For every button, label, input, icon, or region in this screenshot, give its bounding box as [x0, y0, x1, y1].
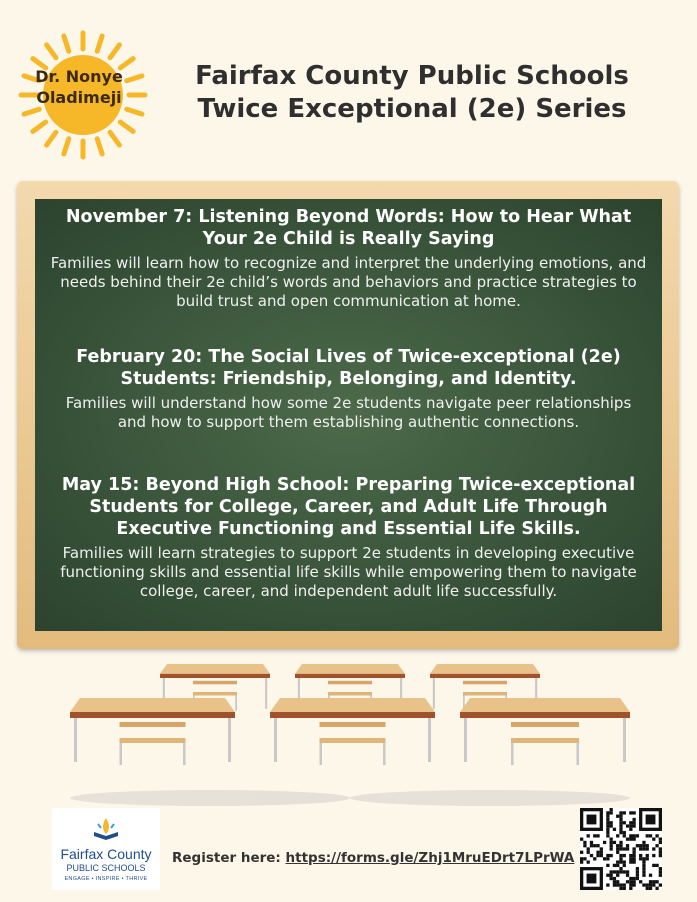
qr-module — [580, 860, 583, 863]
qr-module — [632, 877, 635, 880]
qr-module — [639, 857, 642, 860]
qr-module — [613, 841, 616, 844]
qr-module — [646, 844, 649, 847]
qr-module — [587, 847, 590, 850]
session-february — [50, 346, 647, 432]
qr-module — [613, 880, 616, 883]
qr-module — [629, 880, 632, 883]
qr-module — [652, 838, 655, 841]
qr-module — [649, 883, 652, 886]
qr-module — [610, 811, 613, 814]
qr-module — [606, 831, 609, 834]
qr-module — [616, 815, 619, 818]
qr-module — [639, 854, 642, 857]
qr-module — [646, 834, 649, 837]
qr-module — [583, 841, 586, 844]
qr-module — [626, 880, 629, 883]
qr-module — [616, 874, 619, 877]
qr-module — [659, 874, 662, 877]
qr-module — [600, 847, 603, 850]
qr-module — [659, 883, 662, 886]
qr-module — [629, 854, 632, 857]
qr-module — [606, 854, 609, 857]
qr-module — [590, 844, 593, 847]
qr-module — [655, 834, 658, 837]
qr-module — [619, 821, 622, 824]
qr-module — [636, 877, 639, 880]
qr-module — [632, 811, 635, 814]
qr-module — [593, 857, 596, 860]
qr-module — [623, 854, 626, 857]
qr-module — [623, 831, 626, 834]
qr-module — [610, 844, 613, 847]
qr-module — [652, 847, 655, 850]
sun-ray — [120, 122, 133, 131]
qr-module — [629, 834, 632, 837]
qr-module — [603, 857, 606, 860]
session-description: Families will learn strategies to support 2e students in developing executive functioning skills and essential life skills while empowering them to navigate college, career, and independent adult life successfully. — [60, 544, 637, 600]
qr-module — [619, 867, 622, 870]
qr-module — [632, 883, 635, 886]
session-title: November 7: Listening Beyond Words: How to Hear What Your 2e Child is Really Saying — [65, 207, 632, 249]
qr-module — [629, 821, 632, 824]
qr-module — [619, 841, 622, 844]
qr-module — [632, 860, 635, 863]
qr-module — [636, 867, 639, 870]
qr-module — [596, 844, 599, 847]
qr-module — [642, 883, 645, 886]
qr-module — [603, 841, 606, 844]
qr-module — [606, 818, 609, 821]
sun-ray — [33, 122, 46, 131]
session-description: Families will understand how some 2e students navigate peer relationships and how to support them establishing authentic connections. — [65, 394, 632, 431]
qr-module — [629, 811, 632, 814]
qr-module — [636, 844, 639, 847]
qr-module — [610, 877, 613, 880]
sun-ray — [110, 45, 119, 58]
desk — [460, 698, 630, 765]
qr-module — [623, 821, 626, 824]
sun-ray — [127, 109, 142, 114]
qr-module — [623, 811, 626, 814]
qr-module — [619, 811, 622, 814]
qr-module — [652, 880, 655, 883]
qr-module — [606, 834, 609, 837]
qr-module — [606, 857, 609, 860]
qr-module — [590, 854, 593, 857]
sun-ray — [97, 139, 102, 154]
qr-module — [580, 838, 583, 841]
qr-module — [606, 815, 609, 818]
qr-module — [632, 838, 635, 841]
qr-module — [642, 870, 645, 873]
qr-module — [619, 887, 622, 890]
qr-module — [606, 824, 609, 827]
qr-module — [619, 860, 622, 863]
qr-finder — [587, 815, 597, 825]
qr-module — [629, 860, 632, 863]
qr-module — [610, 821, 613, 824]
qr-module — [616, 851, 619, 854]
session-title: February 20: The Social Lives of Twice-exceptional (2e) Students: Friendship, Belonging, and Identity. — [76, 347, 621, 389]
qr-module — [642, 860, 645, 863]
logo-subtitle: PUBLIC SCHOOLS — [66, 863, 146, 873]
qr-module — [593, 834, 596, 837]
qr-module — [632, 880, 635, 883]
presenter-first-name: Dr. Nonye — [35, 67, 123, 86]
qr-module — [642, 874, 645, 877]
qr-module — [600, 854, 603, 857]
qr-module — [632, 824, 635, 827]
qr-module — [626, 847, 629, 850]
qr-module — [642, 867, 645, 870]
qr-module — [646, 847, 649, 850]
session-november — [50, 206, 647, 311]
qr-module — [606, 828, 609, 831]
qr-module — [629, 883, 632, 886]
register-line — [172, 850, 574, 866]
qr-module — [623, 860, 626, 863]
qr-module — [659, 841, 662, 844]
qr-module — [619, 844, 622, 847]
qr-module — [639, 880, 642, 883]
qr-module — [619, 824, 622, 827]
qr-module — [642, 847, 645, 850]
qr-module — [642, 864, 645, 867]
qr-module — [610, 854, 613, 857]
qr-module — [652, 864, 655, 867]
qr-module — [646, 857, 649, 860]
qr-module — [632, 847, 635, 850]
sun-ray — [24, 109, 39, 114]
qr-module — [619, 828, 622, 831]
qr-module — [623, 834, 626, 837]
qr-module — [629, 838, 632, 841]
qr-module — [616, 883, 619, 886]
qr-module — [659, 867, 662, 870]
qr-module — [606, 811, 609, 814]
qr-module — [629, 877, 632, 880]
qr-module — [587, 851, 590, 854]
desk — [70, 698, 235, 765]
qr-module — [613, 883, 616, 886]
qr-module — [632, 834, 635, 837]
qr-module — [610, 808, 613, 811]
qr-module — [616, 834, 619, 837]
qr-module — [649, 874, 652, 877]
qr-finder — [646, 815, 656, 825]
qr-module — [639, 844, 642, 847]
qr-module — [623, 883, 626, 886]
sun-ray — [47, 45, 56, 58]
qr-module — [623, 847, 626, 850]
qr-module — [649, 834, 652, 837]
qr-module — [606, 864, 609, 867]
qr-module — [636, 834, 639, 837]
qr-module — [649, 887, 652, 890]
qr-module — [619, 857, 622, 860]
qr-module — [659, 851, 662, 854]
qr-module — [613, 870, 616, 873]
qr-module — [655, 844, 658, 847]
qr-module — [613, 864, 616, 867]
qr-module — [619, 883, 622, 886]
page-title — [162, 60, 662, 126]
qr-finder — [587, 874, 597, 884]
qr-module — [626, 870, 629, 873]
title-line-2: Twice Exceptional (2e) Series — [197, 94, 627, 124]
qr-module — [649, 880, 652, 883]
qr-module — [619, 815, 622, 818]
presenter-last-name: Oladimeji — [36, 88, 122, 107]
logo-name: Fairfax County — [60, 846, 152, 862]
qr-module — [636, 874, 639, 877]
qr-module — [623, 887, 626, 890]
qr-module — [616, 880, 619, 883]
qr-module — [616, 870, 619, 873]
session-title: May 15: Beyond High School: Preparing Twice-exceptional Students for College, Career, and Adult Life Through Executive Functioning and Essential Life Skills. — [61, 475, 636, 539]
presenter-name — [18, 66, 140, 108]
qr-module — [583, 857, 586, 860]
qr-module — [659, 870, 662, 873]
qr-module — [580, 857, 583, 860]
qr-module — [596, 851, 599, 854]
qr-module — [626, 838, 629, 841]
qr-module — [590, 841, 593, 844]
qr-module — [655, 887, 658, 890]
qr-module — [632, 851, 635, 854]
qr-module — [655, 880, 658, 883]
qr-module — [596, 834, 599, 837]
sun-ray — [110, 132, 119, 145]
qr-module — [642, 841, 645, 844]
qr-module — [600, 851, 603, 854]
qr-module — [616, 844, 619, 847]
qr-module — [619, 854, 622, 857]
qr-module — [659, 854, 662, 857]
fcps-logo-icon — [90, 814, 122, 844]
qr-module — [613, 828, 616, 831]
qr-module — [642, 844, 645, 847]
qr-module — [642, 857, 645, 860]
qr-module — [619, 870, 622, 873]
fcps-logo — [52, 808, 160, 890]
qr-module — [655, 864, 658, 867]
qr-module — [646, 883, 649, 886]
register-link[interactable]: https://forms.gle/Zhj1MruEDrt7LPrWA — [285, 850, 575, 866]
session-description: Families will learn how to recognize and interpret the underlying emotions, and needs behind their 2e child’s words and behaviors and practice strategies to build trust and open communication at home. — [50, 254, 647, 310]
desk — [270, 698, 435, 765]
qr-module — [610, 824, 613, 827]
sun-ray — [47, 132, 56, 145]
qr-module — [619, 831, 622, 834]
qr-module — [610, 870, 613, 873]
qr-module — [636, 870, 639, 873]
qr-module — [646, 887, 649, 890]
qr-module — [616, 864, 619, 867]
qr-module — [632, 857, 635, 860]
qr-module — [652, 854, 655, 857]
qr-module — [659, 847, 662, 850]
register-label: Register here: — [172, 850, 281, 866]
qr-module — [587, 834, 590, 837]
qr-module — [659, 838, 662, 841]
qr-module — [580, 851, 583, 854]
qr-module — [593, 844, 596, 847]
qr-module — [626, 844, 629, 847]
qr-module — [606, 883, 609, 886]
qr-module — [596, 854, 599, 857]
qr-module — [619, 847, 622, 850]
qr-module — [623, 870, 626, 873]
qr-module — [616, 847, 619, 850]
sun-ray — [97, 36, 102, 51]
qr-module — [629, 828, 632, 831]
qr-module — [626, 824, 629, 827]
qr-module — [652, 883, 655, 886]
title-line-1: Fairfax County Public Schools — [195, 61, 629, 91]
qr-module — [632, 821, 635, 824]
qr-module — [587, 860, 590, 863]
qr-module — [610, 838, 613, 841]
qr-module — [610, 847, 613, 850]
qr-module — [613, 877, 616, 880]
qr-module — [623, 864, 626, 867]
qr-module — [583, 844, 586, 847]
qr-module — [629, 887, 632, 890]
qr-module — [629, 857, 632, 860]
qr-module — [610, 874, 613, 877]
qr-module — [646, 854, 649, 857]
qr-module — [639, 847, 642, 850]
qr-module — [632, 818, 635, 821]
qr-module — [632, 854, 635, 857]
sun-ray — [64, 36, 69, 51]
qr-module — [619, 818, 622, 821]
qr-module — [606, 821, 609, 824]
qr-code[interactable] — [580, 808, 662, 890]
sun-ray — [64, 139, 69, 154]
qr-module — [616, 860, 619, 863]
school-desks-illustration — [60, 658, 640, 808]
qr-module — [610, 841, 613, 844]
session-may — [50, 474, 647, 601]
qr-module — [606, 874, 609, 877]
logo-tagline: ENGAGE • INSPIRE • THRIVE — [64, 876, 148, 882]
qr-module — [629, 824, 632, 827]
qr-module — [626, 874, 629, 877]
